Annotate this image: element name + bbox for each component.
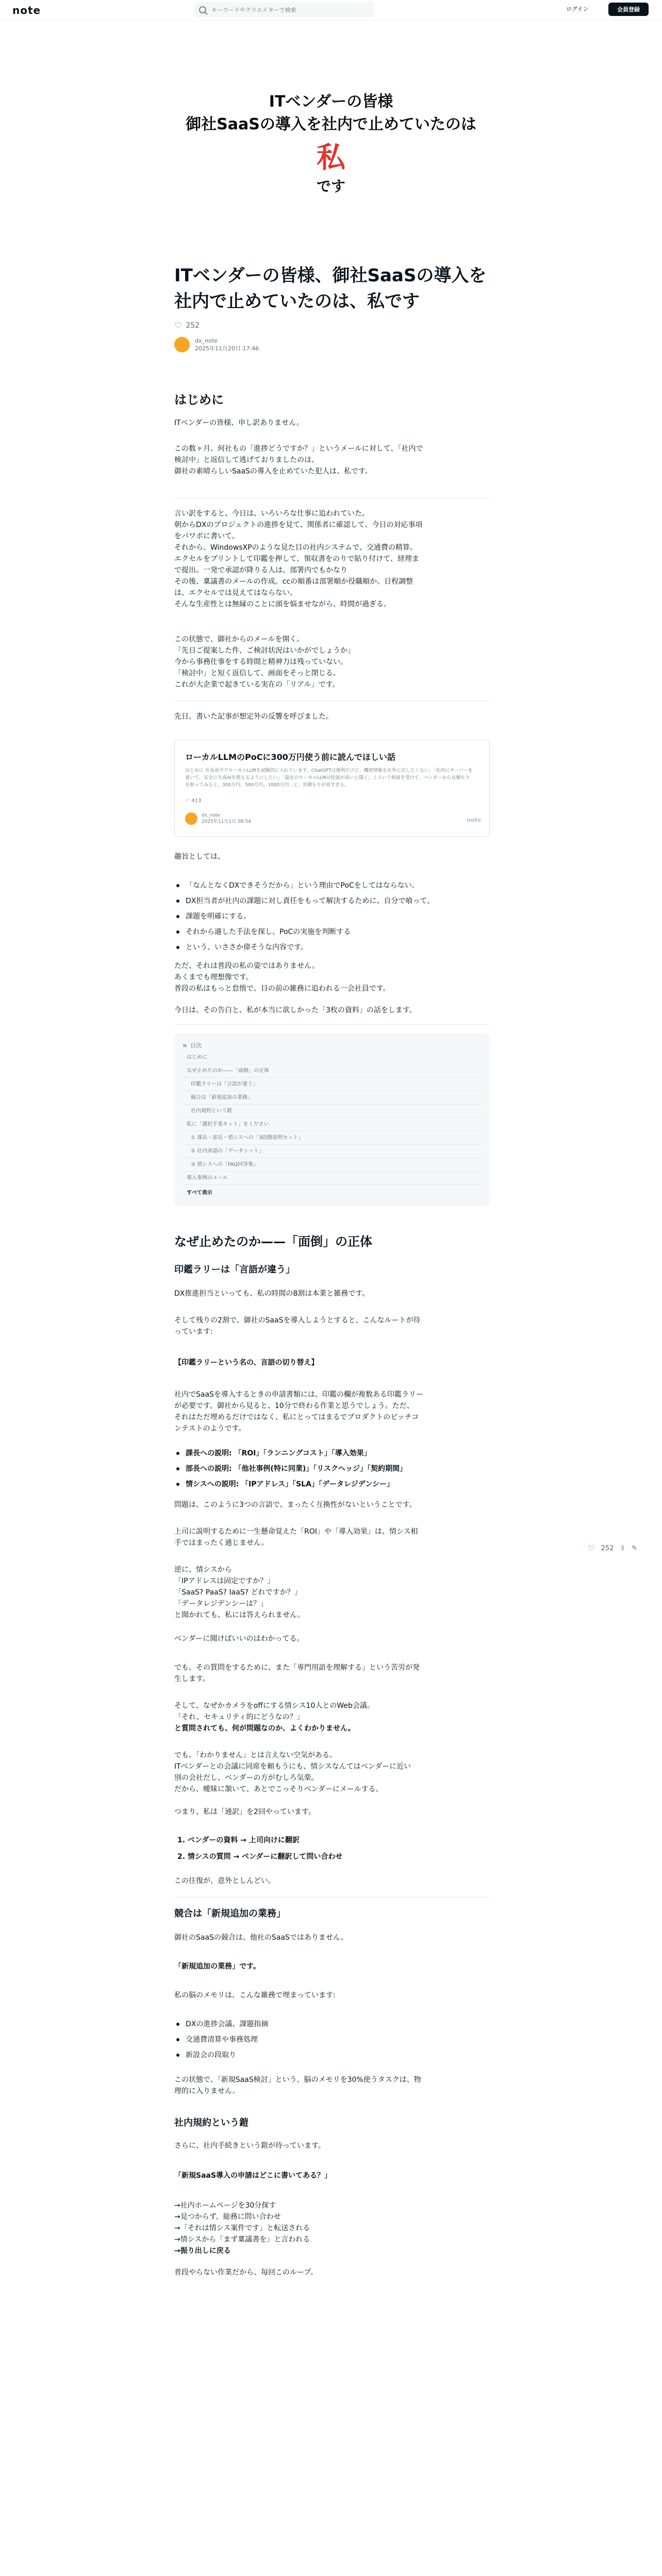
heart-icon: ♡ [185, 798, 192, 804]
toc-item[interactable]: なぜ止めたのか——「面倒」の正体 [183, 1064, 482, 1078]
toc-item[interactable]: 私に「選択手業キット」をください [183, 1118, 482, 1131]
list-item: DXの進捗会議、課題指摘 [174, 2016, 490, 2032]
search-icon [199, 6, 206, 13]
toc-show-all-button[interactable]: すべて表示 [187, 1190, 212, 1196]
bullet-list [174, 878, 490, 955]
login-link[interactable]: ログイン [566, 6, 589, 12]
divider [174, 1024, 490, 1025]
toc-item[interactable]: ① 課長・部長・情シスへの「3段階説明セット」 [183, 1131, 482, 1145]
paragraph: この状態で、「新規SaaS検討」という、脳のメモリを30%使うタスクは、物 理的に入りません。 [174, 2076, 421, 2095]
embedded-article-card[interactable] [174, 740, 490, 837]
toc-item[interactable]: ③ 情シスへの「FAQ回答集」 [183, 1158, 482, 1172]
paragraph: 問題は、このように3つの言語で、まったく互換性がないということです。 [174, 1501, 417, 1509]
paragraph: ITベンダーの皆様、申し訳ありません。 [174, 419, 304, 427]
article [174, 263, 490, 2277]
paragraph: 逆に、情シスから 「IPアドレスは固定ですか？」 「SaaS? PaaS? IaaS? どれですか？」 「データレジデンシーは？」 と聞かれても、私には答えられません。 [174, 1566, 305, 1619]
avatar [185, 812, 197, 825]
paragraph: つまり、私は「通訳」を2回やっています。 [174, 1808, 316, 1816]
note-logo[interactable]: note [12, 4, 41, 16]
list-item: 1. ベンダーの資料 → 上司向けに翻訳 [177, 1836, 300, 1844]
hero-line-1: ITベンダーの皆様 [269, 93, 393, 111]
like-count: 252 [186, 321, 200, 330]
author-block[interactable] [174, 337, 259, 352]
hero-line-4: です [316, 178, 345, 195]
paragraph: この往復が、意外としんどい。 [174, 1877, 275, 1885]
search-box[interactable] [194, 2, 374, 18]
hero-image [0, 21, 662, 201]
avatar[interactable] [174, 337, 190, 352]
paragraph: そして残りの2割で、御社のSaaSを導入しようとすると、こんなルートが待 っています: [174, 1316, 421, 1336]
like-row[interactable] [174, 320, 200, 330]
quote-heading: 【印鑑ラリーという名の、言語の切り替え】 [174, 1359, 319, 1367]
embed-description: はじめに 社長命令でローカルLLMを試験的に入れています。ChatGPTは便利だけど、機密情報を社外に出したくない。「社内にサーバーを置いて、安全に生成AIを使えるようにしたい」「最近のローカルLLMは性能が高いと聞く」こういう相談を受けて、ベンダーから見積もりを取ってみると、300万円、500万円、1000万円...と、見積もりが高すぎる。 [185, 768, 473, 788]
list-item: 課題を明確にする。 [174, 909, 490, 924]
embed-note-logo: note [466, 817, 481, 823]
list-item: DX担当者が社内の課題に対し責任をもって解決するために、自分で喰って、 [174, 893, 490, 909]
list-item: それから適した手法を探し、PoCの実施を判断する [174, 924, 490, 940]
section-heading-intro: はじめに [174, 393, 224, 407]
heart-icon[interactable]: ♡ [588, 1544, 595, 1553]
paragraph: DX推進担当といっても、私の時間の8割は本業と雑務です。 [174, 1290, 370, 1298]
embed-author: dx_note 2025年11月1日 08:54 [185, 812, 251, 825]
paragraph: さらに、社内手続きという鎧が待っています。 [174, 2142, 325, 2150]
list-item: 「なんとなくDXできそうだから」という理由でPoCをしてはならない。 [174, 878, 490, 893]
paragraph: 御社のSaaSの競合は、他社のSaaSではありません。 [174, 1934, 348, 1942]
toc-item[interactable]: はじめに [183, 1051, 482, 1064]
paragraph: この状態で、御社からのメールを開く。 「先日ご提案した件、ご検討状況はいかがでしょうか」 今から事務仕事をする時間と精神力は残っていない。 「検討中」と短く返信して、画面をそっと閉じる。 これが大企業で起きている実在の「リアル」です。 [174, 635, 355, 689]
numbered-list [174, 1832, 490, 1865]
article-title: ITベンダーの皆様、御社SaaSの導入を社内で止めていたのは、私です [174, 265, 487, 312]
heart-icon[interactable]: ♡ [174, 320, 182, 330]
paragraph: ベンダーに聞けばいいのはわかってる。 [174, 1635, 304, 1643]
list-item: 課長への説明: 「ROI」「ランニングコスト」「導入効果」 [174, 1446, 490, 1461]
paragraph: 今日は、その告白と、私が本当に欲しかった「3枚の資料」の話をします。 [174, 1006, 417, 1014]
paragraph: 趣旨としては、 [174, 853, 225, 861]
paragraph: ただ、それは普段の私の姿ではありません。 あくまでも理想像です。 普段の私はもっと怠惰で、目の前の雑務に追われる一会社員です。 [174, 962, 390, 993]
bullet-list [174, 2016, 490, 2063]
paragraph: 先日、書いた記事が想定外の反響を呼びました。 [174, 713, 333, 721]
embed-likes: ♡ 413 [185, 798, 202, 804]
paragraph: 普段やらない作業だから、毎回このループ。 [174, 2268, 318, 2277]
paragraph: そして、なぜかカメラをoffにする情シス10人とのWeb会議。 「それ、セキュリティ的にどうなの？」 と質問されても、何が問題なのか、よくわかりません。 [174, 1702, 374, 1733]
toc-header[interactable]: ≡ 目次 [183, 1042, 202, 1049]
paragraph: この数ヶ月、何社もの「進捗どうですか？」というメールに対して、「社内で 検討中」と返信して逃げておりましたのは、 御社の素晴らしいSaaSの導入を止めていた犯人は、私です。 [174, 445, 423, 476]
bullet-list [174, 1446, 490, 1492]
table-of-contents [174, 1033, 490, 1206]
subheading-competitor: 競合は「新規追加の業務」 [174, 1908, 286, 1919]
paragraph: 言い訳をすると、今日は、いろいろな仕事に追われていた。 朝からDXのプロジェクトの進捗を見て、関係者に確認して、今日の対応事項 をパワポに書いて。 それから、WindowsXPのような見た目の社内システムで、交通費の精算。 エクセルをプリントして印鑑を押して、領収書をのりで貼り付けて、経理ま で提出。一発で承認が降りる人は、部署内でもかなり その後、稟議書のメールの作成。ccの順番は部署順か役職順か。日程調整 は、エクセルでは見えてはならない。 そんな生産性とは無縁のことに頭を悩ませながら、時間が過ぎる。 [174, 510, 423, 608]
paragraph: →社内ホームページを30分探す →見つからず、総務に問い合わせ →「それは情シス案件です」と転送される →情シスから「まず稟議書を」と言われる →振り出しに戻る [174, 2201, 310, 2255]
toc-item[interactable]: ② 社内承認の「データシート」 [183, 1145, 482, 1158]
hero-line-2: 御社SaaSの導入を社内で止めていたのは [186, 115, 476, 133]
paragraph: でも、その質問をするために、また「専門用語を理解する」という苦労が発 生します。 [174, 1664, 420, 1683]
list-item: という、いささか偉そうな内容です。 [174, 940, 490, 955]
toc-item[interactable]: 競合は「新規追加の業務」 [183, 1091, 482, 1105]
list-icon: ≡ [183, 1042, 188, 1049]
post-date: 2025年11月20日 17:46 [195, 345, 259, 352]
toc-item[interactable]: 導入事例のメール [183, 1172, 482, 1185]
subheading-rules: 社内規約という鎧 [174, 2117, 249, 2128]
top-bar [0, 0, 662, 21]
list-item: 情シスへの説明: 「IPアドレス」「SLA」「データレジデンシー」 [174, 1477, 490, 1492]
paragraph: 社内でSaaSを導入するときの申請書類には、印鑑の欄が複数ある印鑑ラリー が必要です。御社から見ると、10分で終わる作業と思うでしょう。ただ、 それはただ埋めるだけではなく、私にとってはまるでプロダクトのピッチコ ンテストのようです。 [174, 1391, 423, 1433]
thumb-icon[interactable]: ✎ [632, 1544, 638, 1552]
embed-title[interactable]: ローカルLLMのPoCに300万円使う前に読んでほしい話 [185, 752, 395, 762]
subheading-stamp: 印鑑ラリーは「言語が違う」 [174, 1264, 295, 1275]
side-actions [588, 1544, 637, 1553]
search-input[interactable] [211, 7, 366, 13]
list-item: 2. 情シスの質問 → ベンダーに翻訳して問い合わせ [177, 1853, 343, 1861]
signup-button[interactable]: 会員登録 [608, 3, 649, 16]
author-name[interactable]: dx_note [195, 337, 218, 344]
paragraph: でも、「わかりません」とは言えない空気がある。 ITベンダーとの会議に同席を頼もうにも、情シスなんてはベンダーに近い 別の会社だし、ベンダーの方がむしろ気楽。 だから、曖昧に頷いて、あとでこっそりベンダーにメールする。 [174, 1751, 411, 1793]
paragraph: 私の脳のメモリは、こんな雑務で埋まっています: [174, 1991, 336, 1999]
list-item: 新設会の段取り [174, 2047, 490, 2063]
list-item: 交通費清算や事務処理 [174, 2032, 490, 2047]
quote-heading: 「新規追加の業務」です。 [174, 1962, 260, 1971]
list-item: 部長への説明: 「他社事例(特に同業)」「リスクヘッジ」「契約期間」 [174, 1461, 490, 1477]
paragraph: 上司に説明するために一生懸命覚えた「ROI」や「導入効果」は、情シス相 手ではまったく通じません。 [174, 1528, 418, 1547]
hero-line-3: 私 [317, 141, 345, 175]
toc-item[interactable]: 印鑑ラリーは「言語が違う」 [183, 1078, 482, 1091]
share-icon[interactable]: ⇪ [620, 1544, 626, 1552]
toc-item[interactable]: 社内規約という鎧 [183, 1105, 482, 1118]
side-like-count: 252 [601, 1544, 614, 1552]
quote-heading: 「新規SaaS導入の申請はどこに書いてある？」 [174, 2172, 332, 2180]
section-heading-why: なぜ止めたのか——「面倒」の正体 [174, 1234, 372, 1249]
